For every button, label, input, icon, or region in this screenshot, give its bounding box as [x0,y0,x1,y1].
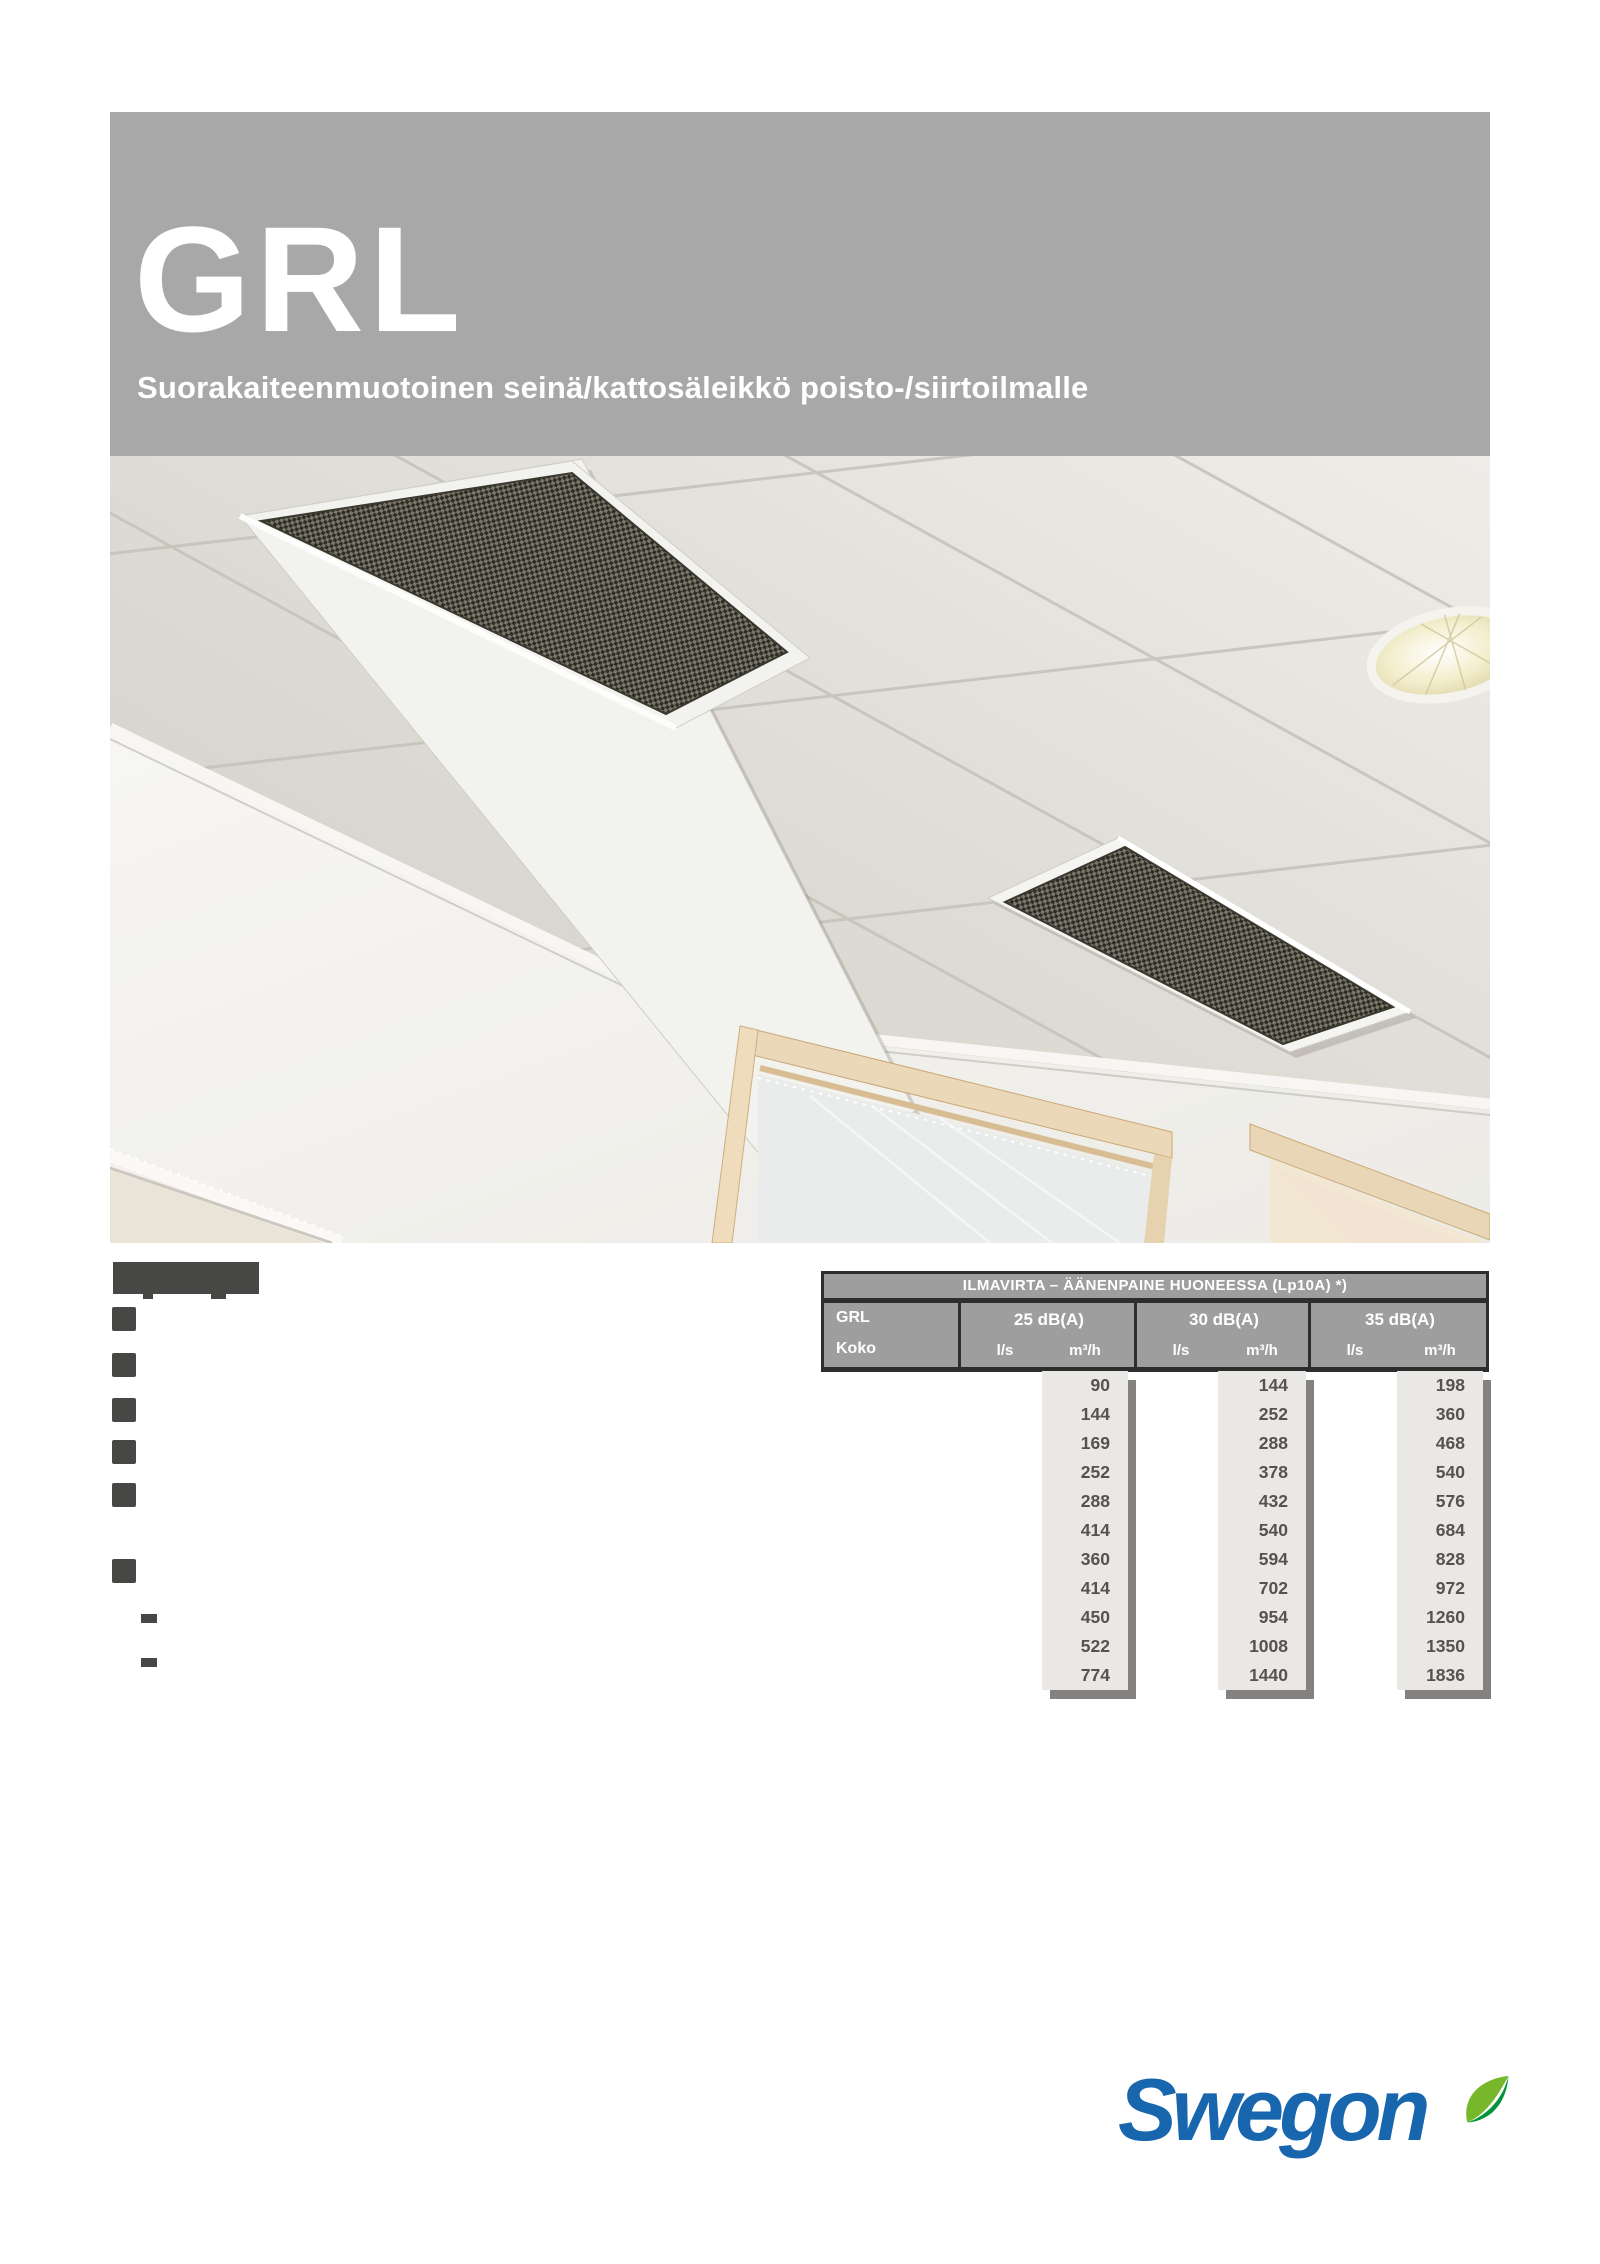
heading-descender [211,1293,226,1299]
features-heading-block [113,1262,259,1294]
product-title: GRL [134,195,466,363]
feature-bullet [112,1307,136,1331]
sub-bullet-dash [141,1614,157,1623]
feature-bullet [112,1353,136,1377]
feature-bullet [112,1440,136,1464]
airflow-value: 522 [1080,1636,1110,1656]
airflow-value: 360 [1080,1549,1110,1569]
airflow-value: 1350 [1426,1636,1465,1656]
airflow-value: 540 [1258,1520,1288,1540]
unit-label-m3h: m³/h [1069,1342,1101,1359]
values-column-30db [1218,1371,1306,1690]
airflow-value: 252 [1080,1462,1110,1482]
airflow-value: 828 [1435,1549,1465,1569]
airflow-value: 144 [1258,1375,1288,1395]
airflow-value: 360 [1435,1404,1465,1424]
airflow-value: 1008 [1249,1636,1288,1656]
feature-bullet [112,1483,136,1507]
airflow-value: 252 [1258,1404,1288,1424]
airflow-value: 414 [1080,1578,1110,1598]
airflow-value: 450 [1080,1607,1110,1627]
heading-descender [143,1293,153,1299]
airflow-value: 594 [1258,1549,1288,1569]
airflow-value: 414 [1080,1520,1110,1540]
feature-bullet [112,1559,136,1583]
row-header-koko: Koko [836,1340,876,1357]
airflow-value: 288 [1080,1491,1110,1511]
airflow-value: 972 [1435,1578,1465,1598]
unit-label-m3h: m³/h [1424,1342,1456,1359]
feature-bullet [112,1398,136,1422]
hero-photo [110,456,1490,1243]
airflow-value: 1440 [1249,1665,1288,1685]
unit-label-ls: l/s [996,1342,1014,1359]
airflow-value: 576 [1435,1491,1465,1511]
product-subtitle: Suorakaiteenmuotoinen seinä/kattosäleikkö poisto-/siirtoilmalle [137,370,1089,405]
airflow-value: 378 [1258,1462,1288,1482]
airflow-value: 540 [1435,1462,1465,1482]
group-label-35db: 35 dB(A) [1365,1310,1435,1329]
airflow-value: 169 [1080,1433,1110,1453]
airflow-value: 198 [1435,1375,1465,1395]
swegon-leaf-icon [1460,2074,1516,2130]
values-column-25db [1042,1371,1128,1690]
airflow-value: 954 [1258,1607,1288,1627]
swegon-logo [1118,2062,1518,2182]
values-column-35db [1397,1371,1483,1690]
swegon-logo-text: Swegon [1118,2060,1426,2159]
ceiling-photo-illustration [110,456,1490,1243]
airflow-value: 774 [1080,1665,1110,1685]
unit-label-ls: l/s [1346,1342,1364,1359]
unit-label-ls: l/s [1172,1342,1190,1359]
unit-label-m3h: m³/h [1246,1342,1278,1359]
airflow-value: 1260 [1426,1607,1465,1627]
group-label-25db: 25 dB(A) [1014,1310,1084,1329]
airflow-value: 702 [1258,1578,1288,1598]
airflow-value: 90 [1090,1375,1110,1395]
sub-bullet-dash [141,1658,157,1667]
airflow-value: 1836 [1426,1665,1465,1685]
airflow-value: 684 [1435,1520,1465,1540]
airflow-value: 432 [1258,1491,1288,1511]
airflow-value: 144 [1080,1404,1110,1424]
airflow-value: 288 [1258,1433,1288,1453]
airflow-table [821,1271,1489,1691]
table-title: ILMAVIRTA – ÄÄNENPAINE HUONEESSA (Lp10A) *) [821,1271,1489,1301]
group-label-30db: 30 dB(A) [1189,1310,1259,1329]
table-header [821,1300,1489,1372]
header-banner [110,112,1490,456]
airflow-value: 468 [1435,1433,1465,1453]
row-header-grl: GRL [836,1309,870,1326]
